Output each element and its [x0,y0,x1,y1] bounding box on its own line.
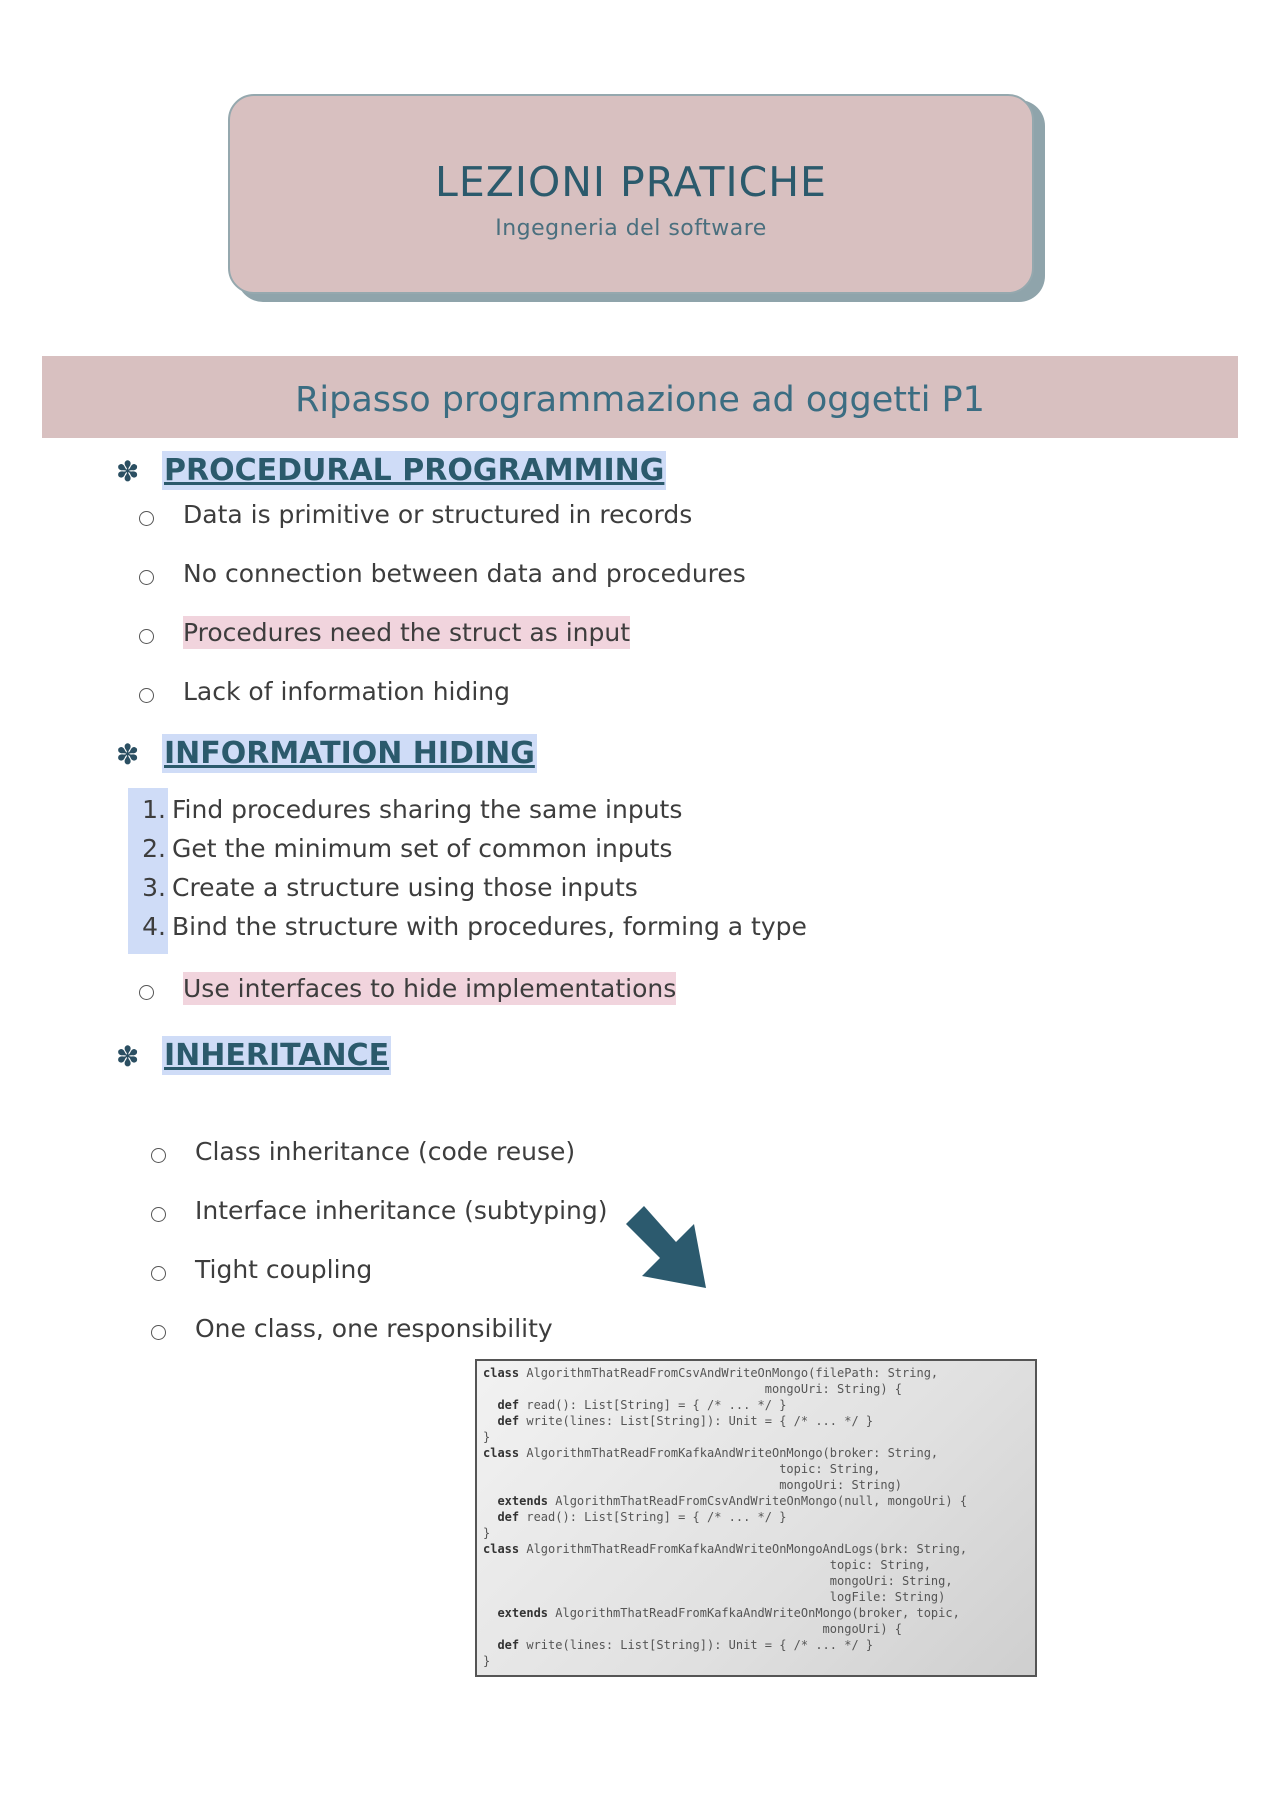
heading-information-hiding: INFORMATION HIDING [164,736,535,771]
code-keyword: def [483,1398,520,1412]
asterisk-bullet-icon: ✽ [116,1040,140,1073]
code-snippet-image [475,1359,1037,1677]
circle-bullet-icon [139,511,154,526]
list-item: Interface inheritance (subtyping) [195,1196,608,1225]
circle-bullet-icon [151,1207,166,1222]
code-keyword: class [483,1446,520,1460]
code-line [483,1605,967,1621]
code-text: write(lines: List[String]): Unit = { /* ... */ } [519,1414,874,1428]
circle-bullet-icon [139,629,154,644]
code-text: AlgorithmThatReadFromKafkaAndWriteOnMongoAndLogs(brk: String, [519,1542,968,1556]
step-text: Create a structure using those inputs [172,873,638,902]
code-keyword: extends [483,1494,549,1508]
heading-inheritance: INHERITANCE [164,1038,390,1073]
code-line [483,1413,967,1429]
code-text: AlgorithmThatReadFromKafkaAndWriteOnMongo(broker: String, [519,1446,939,1460]
code-text: AlgorithmThatReadFromCsvAndWriteOnMongo(filePath: String, [519,1366,939,1380]
code-line [483,1461,967,1477]
code-text: AlgorithmThatReadFromKafkaAndWriteOnMongo(broker, topic, [548,1606,960,1620]
list-item: One class, one responsibility [195,1314,553,1343]
code-line [483,1541,967,1557]
step-number: 3. [142,873,166,902]
document-title: LEZIONI PRATICHE [435,158,827,206]
list-item: Lack of information hiding [183,677,511,706]
code-line [483,1365,967,1381]
code-text: AlgorithmThatReadFromCsvAndWriteOnMongo(null, mongoUri) { [548,1494,968,1508]
step-number: 2. [142,834,166,863]
code-keyword: extends [483,1606,549,1620]
list-item: Data is primitive or structured in records [183,500,693,529]
code-line [483,1637,967,1653]
code-text: mongoUri) { [483,1622,903,1636]
heading-procedural: PROCEDURAL PROGRAMMING [164,453,665,488]
circle-bullet-icon [151,1266,166,1281]
step-number: 1. [142,795,166,824]
list-item: No connection between data and procedures [183,559,746,588]
step-number: 4. [142,912,166,941]
code-line [483,1477,967,1493]
arrow-down-right-icon [620,1200,720,1300]
code-line [483,1621,967,1637]
step-text: Bind the structure with procedures, forming a type [172,912,807,941]
list-item: Tight coupling [195,1255,373,1284]
asterisk-bullet-icon: ✽ [116,738,140,771]
circle-bullet-icon [151,1325,166,1340]
code-text: logFile: String) [483,1590,946,1604]
code-line [483,1381,967,1397]
code-text: read(): List[String] = { /* ... */ } [519,1510,787,1524]
code-text: topic: String, [483,1462,881,1476]
code-text: } [483,1654,491,1668]
code-text: read(): List[String] = { /* ... */ } [519,1398,787,1412]
code-text: mongoUri: String, [483,1574,953,1588]
code-lines [483,1365,967,1669]
code-text: } [483,1430,491,1444]
circle-bullet-icon [139,570,154,585]
list-item: Use interfaces to hide implementations [183,974,677,1003]
circle-bullet-icon [151,1148,166,1163]
code-keyword: def [483,1638,520,1652]
code-keyword: def [483,1414,520,1428]
code-keyword: def [483,1510,520,1524]
code-line [483,1557,967,1573]
step-text: Get the minimum set of common inputs [172,834,673,863]
circle-bullet-icon [139,688,154,703]
code-keyword: class [483,1542,520,1556]
code-line [483,1653,967,1669]
circle-bullet-icon [139,985,154,1000]
asterisk-bullet-icon: ✽ [116,455,140,488]
code-text: } [483,1526,491,1540]
code-text: write(lines: List[String]): Unit = { /* ... */ } [519,1638,874,1652]
code-line [483,1493,967,1509]
code-line [483,1509,967,1525]
code-line [483,1429,967,1445]
code-line [483,1445,967,1461]
section-title: Ripasso programmazione ad oggetti P1 [295,380,985,420]
code-line [483,1589,967,1605]
code-text: mongoUri: String) { [483,1382,903,1396]
code-keyword: class [483,1366,520,1380]
code-line [483,1573,967,1589]
code-text: topic: String, [483,1558,931,1572]
code-line [483,1397,967,1413]
code-line [483,1525,967,1541]
step-text: Find procedures sharing the same inputs [172,795,683,824]
code-text: mongoUri: String) [483,1478,903,1492]
document-subtitle: Ingegneria del software [495,216,767,241]
list-item: Class inheritance (code reuse) [195,1137,576,1166]
list-item: Procedures need the struct as input [183,618,631,647]
